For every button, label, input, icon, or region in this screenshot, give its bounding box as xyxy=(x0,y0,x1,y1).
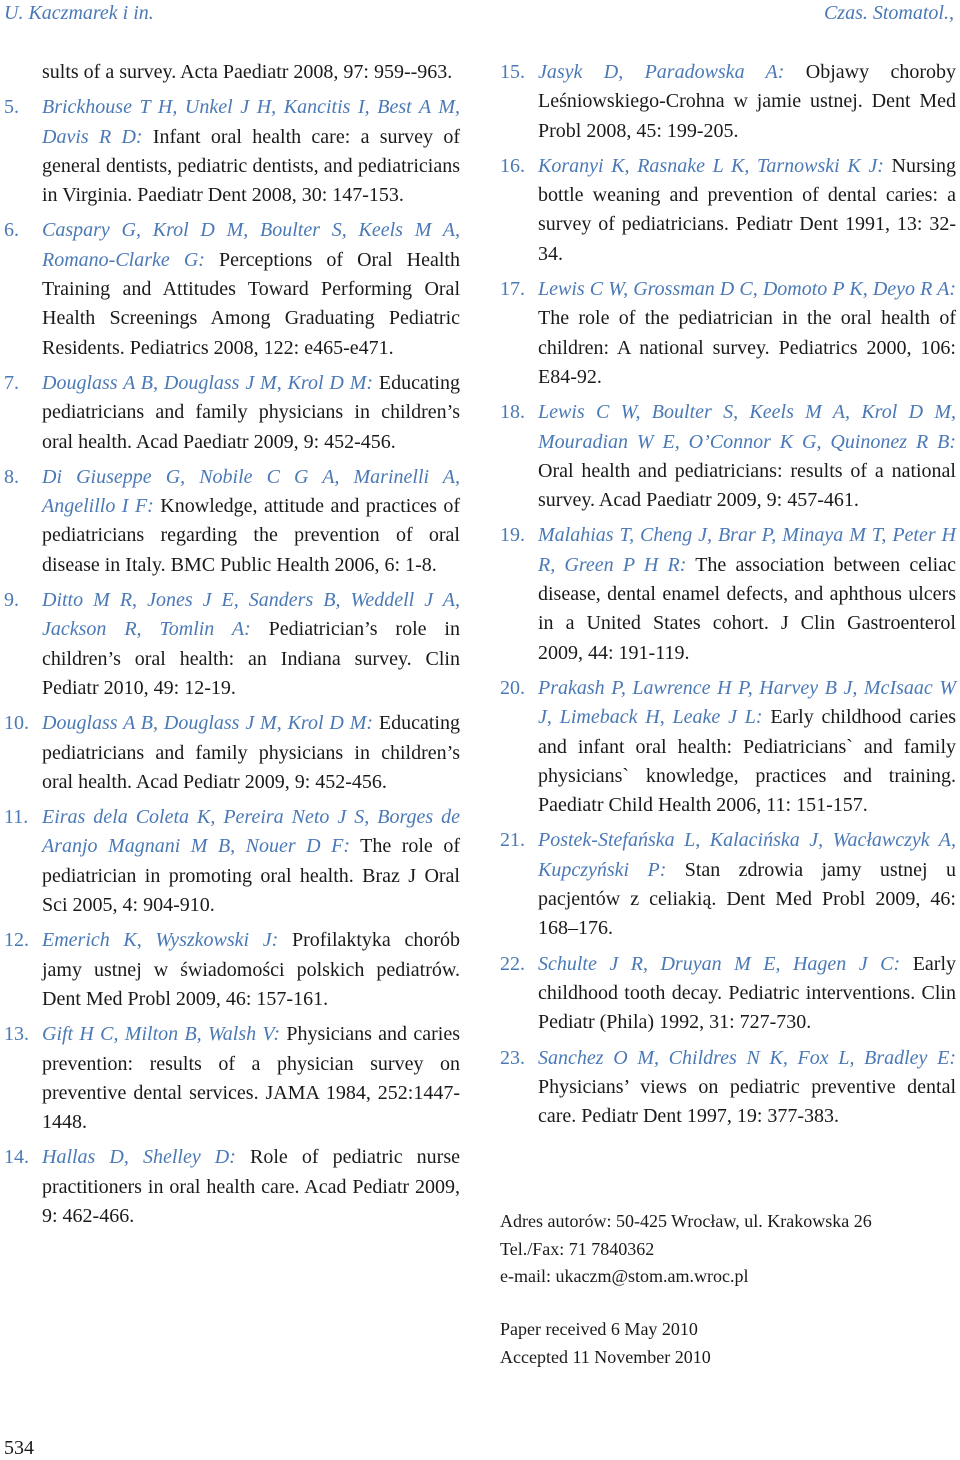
reference-number: 18. xyxy=(500,401,525,424)
reference-body xyxy=(42,586,460,703)
reference-number: 11. xyxy=(4,806,29,829)
reference-body xyxy=(538,521,956,667)
reference-citation: The association between celiac disease, dental enamel defects, and aphthous ulcers in a United States cohort. J Clin Gastroenterol 2009, 44: 191-119. xyxy=(538,553,956,664)
running-header-authors: U. Kaczmarek i in. xyxy=(4,2,154,24)
reference-citation: Profilaktyka chorób jamy ustnej w świadomości polskich pediatrów. Dent Med Probl 2009, 46: 157-161. xyxy=(42,929,461,1010)
reference-body xyxy=(538,674,956,820)
reference-item xyxy=(500,521,956,667)
reference-body xyxy=(538,398,956,515)
reference-citation: Physicians and caries prevention: results of a physician survey on preventive dental services. JAMA 1984, 252:1447-1448. xyxy=(42,1023,460,1134)
reference-body xyxy=(42,463,460,580)
reference-number: 6. xyxy=(4,219,19,242)
contact-email: e-mail: ukaczm@stom.am.wroc.pl xyxy=(500,1266,749,1286)
reference-body xyxy=(42,1143,460,1231)
reference-citation: Role of pediatric nurse practitioners in oral health care. Acad Pediatr 2009, 9: 462-466. xyxy=(42,1146,460,1227)
reference-item xyxy=(4,216,460,362)
reference-item xyxy=(500,58,956,146)
reference-number: 16. xyxy=(500,154,525,177)
reference-authors: Lewis C W, Grossman D C, Domoto P K, Deyo R A: xyxy=(538,278,956,301)
reference-authors: Ditto M R, Jones J E, Sanders B, Weddell J A, Jackson R, Tomlin A: xyxy=(42,589,460,641)
reference-number: 12. xyxy=(4,929,29,952)
contact-address: Adres autorów: 50-425 Wrocław, ul. Krakowska 26 xyxy=(500,1211,872,1231)
reference-citation: Physicians’ views on pediatric preventive dental care. Pediatr Dent 1997, 19: 377-383. xyxy=(538,1075,956,1128)
reference-citation: The role of the pediatrician in the oral health of children: A national survey. Pediatrics 2000, 106: E84-92. xyxy=(538,307,956,388)
reference-citation: Knowledge, attitude and practices of pediatricians regarding the prevention of oral disease in Italy. BMC Public Health 2006, 6: 1-8. xyxy=(42,495,461,576)
reference-authors: Brickhouse T H, Unkel J H, Kancitis I, Best A M, Davis R D: xyxy=(42,96,460,148)
running-header-journal: Czas. Stomatol., xyxy=(823,2,954,24)
reference-citation: Oral health and pediatricians: results of a national survey. Acad Paediatr 2009, 9: 457-461. xyxy=(538,459,956,512)
reference-citation: Objawy choroby Leśniowskiego-Crohna w jamie ustnej. Dent Med Probl 2008, 45: 199-205. xyxy=(538,61,957,142)
reference-item xyxy=(4,93,460,210)
reference-citation: Educating pediatricians and family physicians in children’s oral health. Acad Paediatr 2009, 9: 452-456. xyxy=(42,371,460,453)
reference-number: 8. xyxy=(4,465,19,488)
reference-number: 10. xyxy=(4,712,29,735)
reference-number: 15. xyxy=(500,61,525,83)
reference-item xyxy=(500,1044,956,1132)
reference-item xyxy=(500,950,956,1038)
reference-citation: Perceptions of Oral Health Training and Attitudes Toward Performing Oral Health Screenings Among Graduating Pediatric Residents. Pediatrics 2008, 122: e465-e471. xyxy=(42,248,460,359)
reference-continuation: sults of a survey. Acta Paediatr 2008, 97: 959--963. xyxy=(42,61,453,83)
reference-authors: Schulte J R, Druyan M E, Hagen J C: xyxy=(538,952,901,975)
reference-body xyxy=(42,93,460,210)
reference-authors: Eiras dela Coleta K, Pereira Neto J S, Borges de Aranjo Magnani M B, Nouer D F: xyxy=(42,806,460,858)
reference-citation: Stan zdrowia jamy ustnej u pacjentów z celiakią. Dent Med Probl 2009, 46: 168–176. xyxy=(538,858,956,940)
reference-item xyxy=(500,275,956,392)
reference-citation: The role of pediatrician in promoting oral health. Braz J Oral Sci 2005, 4: 904-910. xyxy=(42,835,460,917)
reference-authors: Sanchez O M, Childres N K, Fox L, Bradley E: xyxy=(538,1046,956,1069)
reference-number: 19. xyxy=(500,524,525,547)
reference-number: 17. xyxy=(500,278,525,301)
reference-authors: Hallas D, Shelley D: xyxy=(42,1146,236,1169)
reference-authors: Emerich K, Wyszkowski J: xyxy=(42,929,279,952)
reference-number: 13. xyxy=(4,1023,29,1046)
paper-dates xyxy=(500,1316,711,1371)
reference-number: 9. xyxy=(4,589,19,612)
left-column xyxy=(4,58,460,1237)
reference-item xyxy=(500,398,956,515)
reference-body xyxy=(538,826,956,943)
reference-body xyxy=(538,58,956,146)
reference-item xyxy=(4,1020,460,1137)
reference-citation: Educating pediatricians and family physicians in children’s oral health. Acad Pediatr 2009, 9: 452-456. xyxy=(42,712,460,793)
right-column xyxy=(500,58,956,1137)
reference-authors: Lewis C W, Boulter S, Keels M A, Krol D M, Mouradian W E, O’Connor K G, Quinonez R B: xyxy=(538,401,956,453)
reference-citation: Early childhood tooth decay. Pediatric interventions. Clin Pediatr (Phila) 1992, 31: 727-730. xyxy=(538,952,957,1034)
reference-citation: Nursing bottle weaning and prevention of dental caries: a survey of pediatricians. Pediatr Dent 1991, 13: 32-34. xyxy=(538,154,956,265)
reference-item xyxy=(500,152,956,269)
author-contact xyxy=(500,1208,956,1291)
reference-body xyxy=(42,709,460,797)
reference-citation: Infant oral health care: a survey of general dentists, pediatric dentists, and pediatricians in Virginia. Paediatr Dent 2008, 30: 147-153. xyxy=(42,125,460,207)
reference-item xyxy=(4,709,460,797)
reference-body xyxy=(538,275,956,392)
reference-body xyxy=(42,369,460,457)
reference-authors: Malahias T, Cheng J, Brar P, Minaya M T, Peter H R, Green P H R: xyxy=(538,524,956,576)
reference-authors: Postek-Stefańska L, Kalacińska J, Wacławczyk A, Kupczyński P: xyxy=(538,829,956,881)
reference-authors: Douglass A B, Douglass J M, Krol D M: xyxy=(42,712,374,735)
reference-number: 20. xyxy=(500,676,525,699)
reference-authors: Koranyi K, Rasnake L K, Tarnowski K J: xyxy=(538,154,884,177)
reference-item xyxy=(4,586,460,703)
reference-number: 7. xyxy=(4,371,19,394)
date-accepted: Accepted 11 November 2010 xyxy=(500,1346,711,1367)
reference-body xyxy=(42,216,460,362)
date-received: Paper received 6 May 2010 xyxy=(500,1319,698,1339)
reference-authors: Prakash P, Lawrence H P, Harvey B J, McIsaac W J, Limeback H, Leake J L: xyxy=(538,676,956,729)
reference-number: 21. xyxy=(500,829,525,852)
reference-list-right xyxy=(500,58,956,1131)
reference-body xyxy=(538,950,956,1038)
reference-body xyxy=(42,803,460,920)
reference-number: 5. xyxy=(4,96,19,119)
reference-number: 14. xyxy=(4,1146,29,1169)
reference-item xyxy=(4,1143,460,1231)
reference-body xyxy=(42,926,460,1014)
reference-list-left xyxy=(4,93,460,1231)
reference-item xyxy=(4,463,460,580)
reference-number: 23. xyxy=(500,1046,525,1069)
contact-phone: Tel./Fax: 71 7840362 xyxy=(500,1238,655,1259)
reference-citation: Pediatrician’s role in children’s oral health: an Indiana survey. Clin Pediatr 2010, 49: 12-19. xyxy=(42,618,460,699)
reference-item xyxy=(500,674,956,820)
reference-authors: Di Giuseppe G, Nobile C G A, Marinelli A, Angelillo I F: xyxy=(42,465,460,518)
reference-citation: Early childhood caries and infant oral health: Pediatricians` and family physicians` knowledge, practices and training. Paediatr Child Health 2006, 11: 151-157. xyxy=(538,706,956,817)
page-number: 534 xyxy=(4,1437,34,1459)
reference-body xyxy=(538,1044,956,1132)
reference-body xyxy=(538,152,956,269)
reference-authors: Caspary G, Krol D M, Boulter S, Keels M A, Romano-Clarke G: xyxy=(42,219,460,271)
reference-body xyxy=(42,1020,460,1137)
reference-authors: Gift H C, Milton B, Walsh V: xyxy=(42,1023,281,1046)
reference-number: 22. xyxy=(500,952,525,975)
reference-authors: Douglass A B, Douglass J M, Krol D M: xyxy=(42,371,374,394)
reference-item xyxy=(4,803,460,920)
reference-item xyxy=(4,926,460,1014)
reference-item xyxy=(4,369,460,457)
reference-authors: Jasyk D, Paradowska A: xyxy=(538,61,785,83)
reference-item xyxy=(500,826,956,943)
